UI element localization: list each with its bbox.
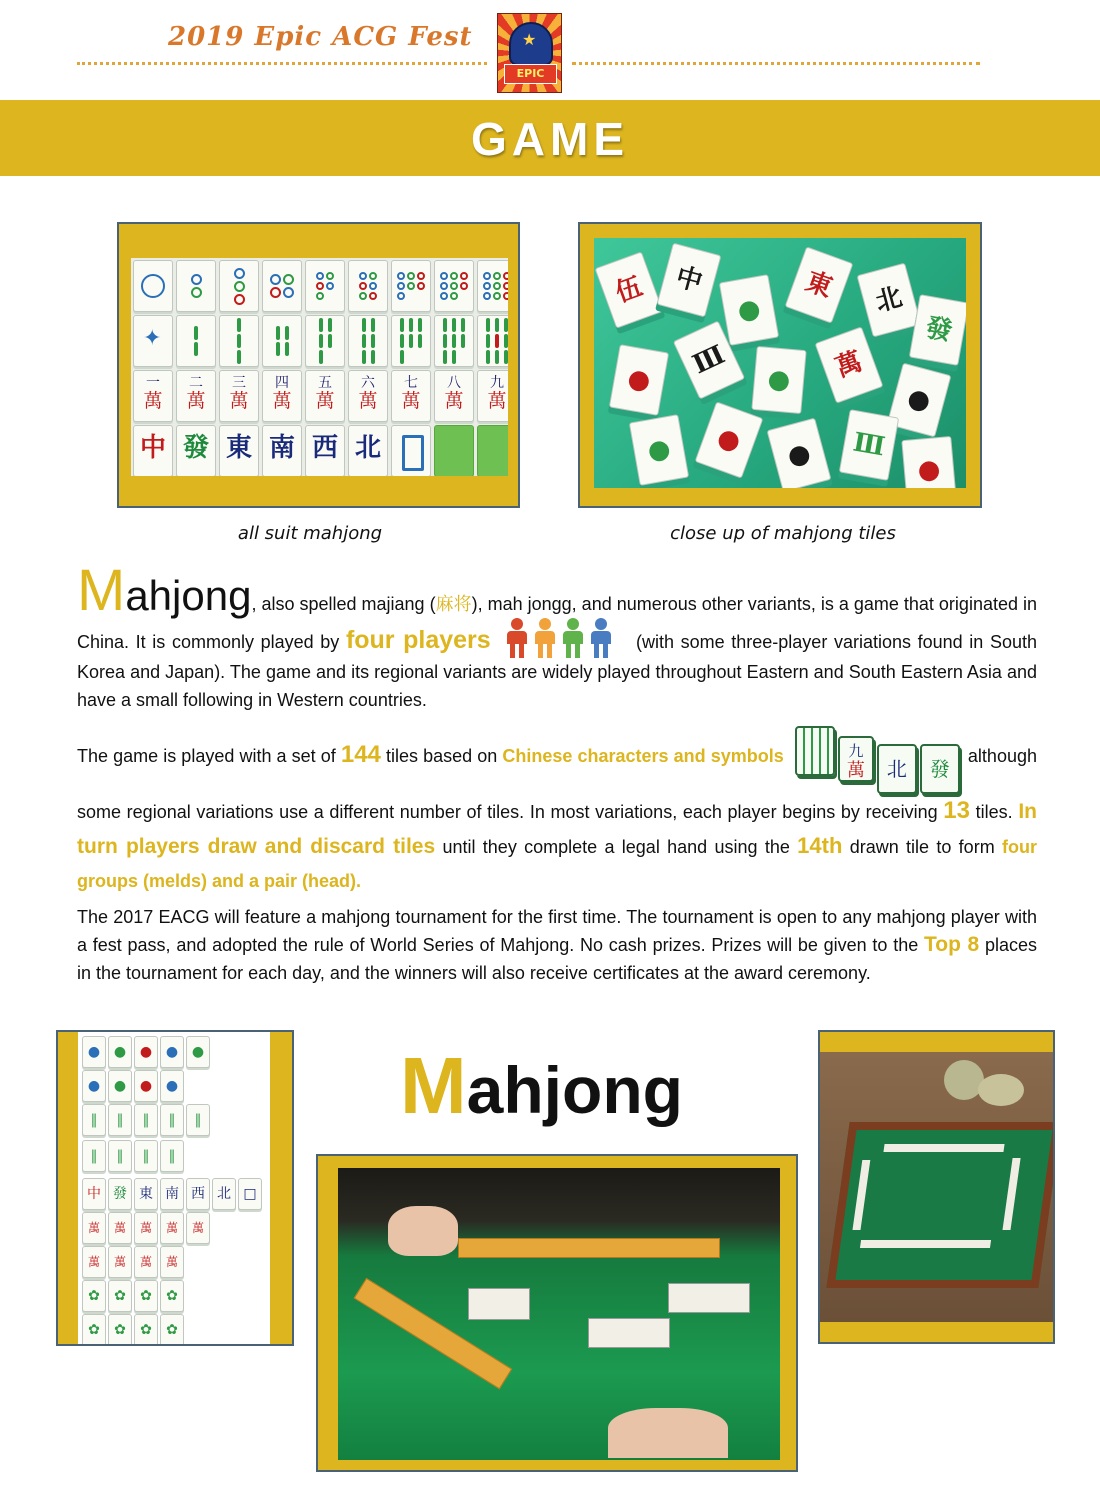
mahjong-tile: ● (751, 346, 806, 414)
photo-frame-tile-reference (56, 1030, 294, 1346)
mahjong-tile (262, 315, 302, 367)
mahjong-tile: ● (719, 274, 779, 346)
mahjong-tile: ✿ (108, 1280, 132, 1312)
mahjong-tile: ‖ (82, 1104, 106, 1136)
bird-icon: ✦ (143, 326, 162, 351)
mahjong-tile (477, 260, 508, 312)
mahjong-tile: 北 (348, 425, 388, 476)
mahjong-tile: ‖ (108, 1104, 132, 1136)
mahjong-tile: 九 萬 (477, 370, 508, 422)
tiles-text-1: The game is played with a set of (77, 746, 341, 766)
mahjong-tile: ● (108, 1036, 132, 1068)
mahjong-tile: ‖ (108, 1140, 132, 1172)
n13-highlight: 13 (943, 797, 970, 824)
mahjong-tile (305, 315, 345, 367)
mahjong-tile (176, 260, 216, 312)
mini-tiles-group (795, 726, 963, 794)
mahjong-tile: ● (887, 363, 952, 438)
mahjong-tile: 萬 (82, 1246, 106, 1278)
player-icon (589, 618, 613, 658)
mahjong-tile: ‖ (160, 1104, 184, 1136)
photo-frame-mahjong-set (818, 1030, 1055, 1344)
mahjong-tile: 南 (160, 1178, 184, 1210)
mahjong-tile: ✿ (82, 1280, 106, 1312)
mahjong-tile: 萬 (815, 326, 884, 403)
tournament-text-1: The 2017 EACG will feature a mahjong tournament for the first time. The tournament is open to any mahjong player with a fest pass, and adopted the rule of World Series of Mahjong. No cash prizes. Prizes will be given to the (77, 907, 1037, 955)
logo-band: EPIC (504, 64, 557, 84)
mahjong-tile: 三 萬 (219, 370, 259, 422)
player-icon (505, 618, 529, 658)
tile-stack (668, 1283, 750, 1313)
header-divider-left (77, 62, 487, 65)
mahjong-tile: ✿ (134, 1314, 158, 1344)
mahjong-title-m: M (400, 1041, 467, 1130)
tiles-text-3: although some regional variations use a different number of tiles. In most variations, each player begins by receiving (77, 746, 1037, 822)
mahjong-set-photo (820, 1052, 1053, 1322)
mahjong-tile: ✿ (108, 1314, 132, 1344)
mahjong-tile: 六 萬 (348, 370, 388, 422)
top8-highlight: Top 8 (923, 933, 980, 956)
mahjong-tile: ● (901, 436, 956, 488)
mahjong-tile (391, 315, 431, 367)
mahjong-tile: 發 (108, 1178, 132, 1210)
mahjong-tile: Ⅲ (673, 320, 745, 399)
mahjong-tile: 五 萬 (305, 370, 345, 422)
mahjong-tile: ‖ (134, 1104, 158, 1136)
mahjong-tile (434, 315, 474, 367)
mahjong-tile (477, 425, 508, 476)
epic-logo (497, 13, 562, 93)
mahjong-tile: Ⅲ (839, 409, 899, 481)
intro-text-3: (with some three-player variations found in South Korea and Japan). The game and its regional variants are widely played throughout Eastern and South Eastern Asia and have a small following in Western countries. (77, 632, 1037, 710)
mahjong-tile (305, 260, 345, 312)
tile-reference-photo (78, 1032, 270, 1344)
mahjong-tile: ‖ (134, 1140, 158, 1172)
mahjong-tile (133, 315, 173, 367)
mahjong-tile: 發 (909, 294, 966, 366)
tiles-paragraph (77, 726, 1037, 898)
bamboo-tile-icon (795, 726, 835, 776)
mahjong-tile: ● (134, 1036, 158, 1068)
mahjong-tile (219, 260, 259, 312)
intro-text-1: , also spelled majiang ( (251, 594, 436, 614)
mahjong-tile: ✿ (160, 1280, 184, 1312)
tiles-text-4: tiles. (970, 802, 1019, 822)
mahjong-tile (133, 260, 173, 312)
mahjong-tile: 萬 (134, 1212, 158, 1244)
tournament-paragraph (77, 903, 1037, 987)
mahjong-tile: 北 (212, 1178, 236, 1210)
four-players-highlight: four players (345, 626, 491, 654)
fa-tile-icon: 發 (920, 744, 960, 794)
photo-frame-all-suit (117, 222, 520, 508)
mahjong-tile (348, 260, 388, 312)
mahjong-tile: 二 萬 (176, 370, 216, 422)
mahjong-tile (348, 315, 388, 367)
mahjong-tile: 中 (82, 1178, 106, 1210)
all-suit-tiles-photo (131, 258, 508, 476)
mahjong-tile: 東 (785, 246, 854, 323)
player-hand (388, 1206, 458, 1256)
mahjong-tile (176, 315, 216, 367)
tiles-text-6: drawn tile to form (842, 837, 1002, 857)
mahjong-title-rest: ahjong (466, 1053, 683, 1127)
caption-close-up: close up of mahjong tiles (670, 523, 896, 544)
mahjong-tile: 萬 (108, 1246, 132, 1278)
mahjong-tile (391, 425, 431, 476)
mahjong-tile: 八 萬 (434, 370, 474, 422)
mahjong-title (400, 1040, 740, 1132)
white-dragon-icon (402, 435, 424, 471)
player-icon (533, 618, 557, 658)
mahjong-tile: ● (767, 418, 832, 488)
mahjong-tile (262, 260, 302, 312)
mahjong-tile: ● (695, 401, 764, 478)
mahjong-tile: ● (186, 1036, 210, 1068)
mahjong-tile: 西 (186, 1178, 210, 1210)
section-banner (0, 100, 1100, 176)
mahjong-tile (434, 425, 474, 476)
mahjong-tile: 西 (305, 425, 345, 476)
players-at-table-photo (338, 1168, 780, 1460)
mahjong-tile: 南 (262, 425, 302, 476)
mahjong-tile: ● (160, 1036, 184, 1068)
n144-highlight: 144 (340, 741, 381, 768)
mahjong-tile: 北 (857, 263, 922, 338)
intro-chinese: 麻将 (435, 594, 472, 614)
mahjong-tile: 東 (219, 425, 259, 476)
tiles-text-5: until they complete a legal hand using the (435, 837, 798, 857)
nine-wan-tile-icon: 九 萬 (838, 736, 874, 782)
groups-highlight: four groups (melds) and a pair (head). (77, 837, 1037, 891)
mahjong-tile: ● (134, 1070, 158, 1102)
tile-row (852, 1160, 870, 1230)
mahjong-tile: 四 萬 (262, 370, 302, 422)
mahjong-tile: 中 (657, 243, 722, 318)
intro-paragraph (77, 558, 1037, 714)
mahjong-board (826, 1122, 1053, 1288)
mahjong-tile: 萬 (134, 1246, 158, 1278)
mahjong-tile: 萬 (186, 1212, 210, 1244)
helmet-icon (509, 22, 553, 66)
mahjong-tile (434, 260, 474, 312)
tile-row (1002, 1158, 1020, 1230)
tile-wall (458, 1238, 720, 1258)
mahjong-tile: ● (160, 1070, 184, 1102)
tile-row (883, 1144, 1004, 1152)
mahjong-tile: □ (238, 1178, 262, 1210)
tea-cup (978, 1074, 1024, 1106)
tile-row (860, 1240, 991, 1248)
tile-stack (468, 1288, 530, 1320)
mahjong-tile: 萬 (160, 1246, 184, 1278)
mahjong-tile: ✿ (134, 1280, 158, 1312)
intro-text-2: ), mah jongg, and numerous other variants, is a game that originated in China. It is commonly played by (77, 594, 1037, 652)
n14th-highlight: 14th (797, 833, 843, 858)
caption-all-suit: all suit mahjong (237, 523, 383, 544)
player-icon (561, 618, 585, 658)
mahjong-tile: 萬 (82, 1212, 106, 1244)
intro-big-m: M (77, 558, 126, 623)
mahjong-tile: 萬 (160, 1212, 184, 1244)
tournament-text-2: places in the tournament for each day, and the winners will also receive certificates at the award ceremony. (77, 935, 1037, 983)
mahjong-tile: 一 萬 (133, 370, 173, 422)
draw-discard-highlight: In turn players draw and discard tiles (77, 800, 1037, 858)
chinese-characters-highlight: Chinese characters and symbols (502, 746, 784, 766)
star-icon: ★ (522, 30, 537, 49)
mahjong-tile: 伍 (595, 251, 664, 328)
player-hand (608, 1408, 728, 1458)
mahjong-tile: ‖ (82, 1140, 106, 1172)
mahjong-tile: ● (629, 414, 689, 486)
tile-stack (588, 1318, 670, 1348)
mahjong-tile: ● (82, 1070, 106, 1102)
mahjong-tile: 東 (134, 1178, 158, 1210)
mahjong-tile: 七 萬 (391, 370, 431, 422)
mahjong-tile: 中 (133, 425, 173, 476)
photo-frame-close-up (578, 222, 982, 508)
mahjong-tile (219, 315, 259, 367)
mahjong-tile (391, 260, 431, 312)
section-title: GAME (471, 113, 629, 165)
tiles-text-2: tiles based on (380, 746, 503, 766)
mahjong-tile: ‖ (160, 1140, 184, 1172)
north-tile-icon: 北 (877, 744, 917, 794)
mahjong-tile (477, 315, 508, 367)
fest-title: 2019 Epic ACG Fest (168, 22, 473, 52)
header-divider-right (572, 62, 980, 65)
close-up-tiles-photo (594, 238, 966, 488)
mahjong-tile: 萬 (108, 1212, 132, 1244)
players-icon-group (505, 618, 617, 658)
mahjong-tile: ● (609, 344, 669, 416)
photo-frame-players (316, 1154, 798, 1472)
mahjong-tile: ✿ (82, 1314, 106, 1344)
mahjong-tile: ✿ (160, 1314, 184, 1344)
mahjong-tile: ● (108, 1070, 132, 1102)
mahjong-tile: 發 (176, 425, 216, 476)
intro-big-word: ahjong (125, 572, 252, 619)
mahjong-tile: ‖ (186, 1104, 210, 1136)
mahjong-tile: ● (82, 1036, 106, 1068)
